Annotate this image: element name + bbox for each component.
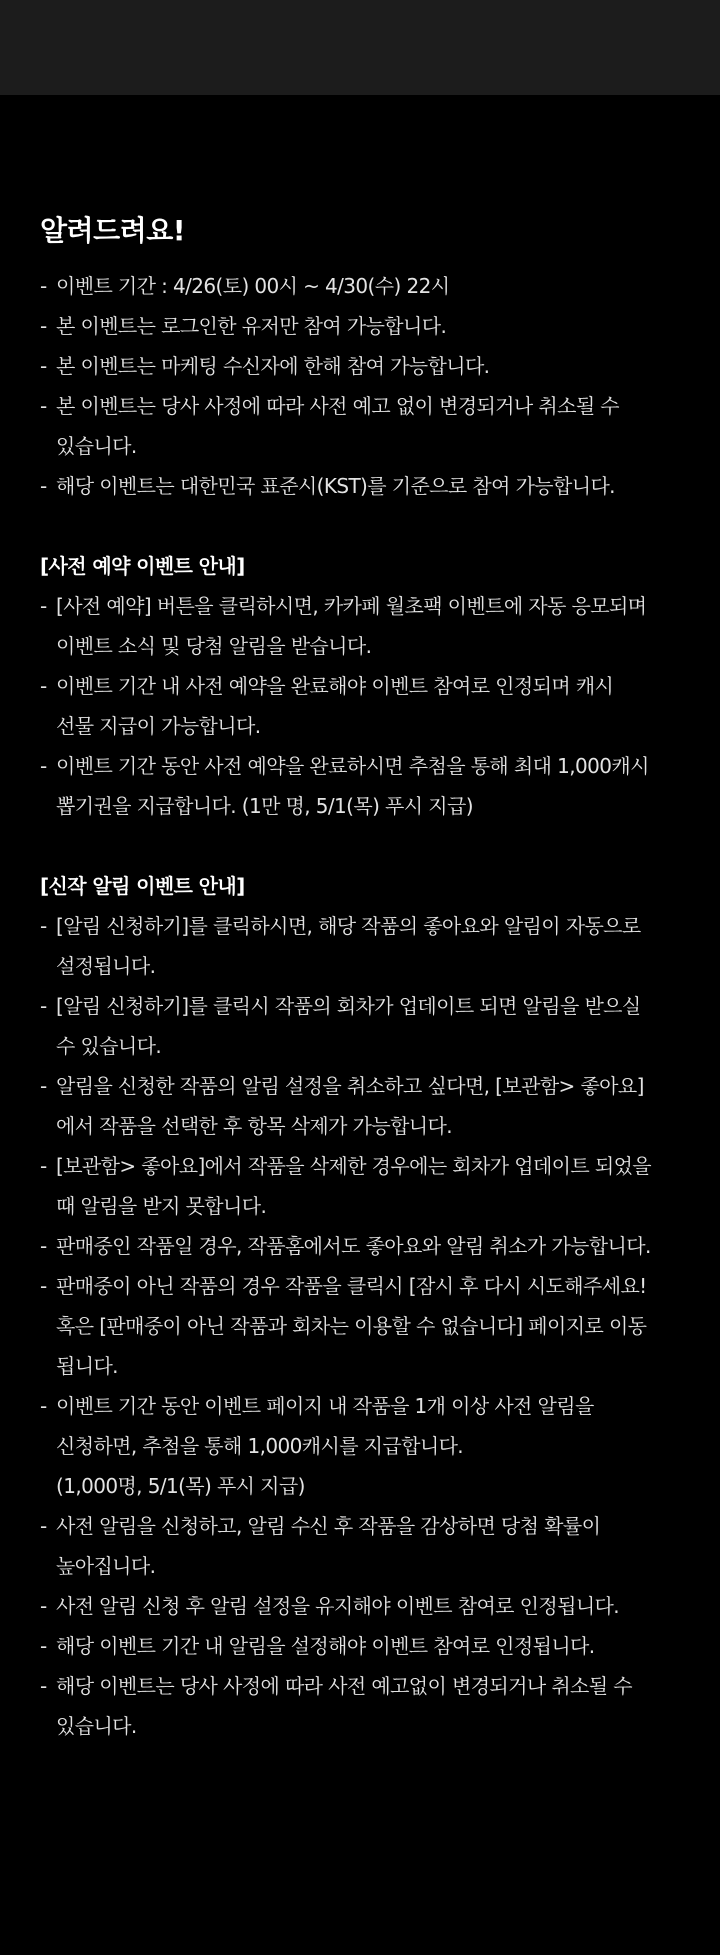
new-alert-section [40,866,700,1746]
list-item: - 해당 이벤트는 당사 사정에 따라 사전 예고없이 변경되거나 취소될 수 있습니다. [40,1674,632,1738]
list-item: - 본 이벤트는 당사 사정에 따라 사전 예고 없이 변경되거나 취소될 수 있습니다. [40,394,620,458]
list-item: - 본 이벤트는 마케팅 수신자에 한해 참여 가능합니다. [40,354,490,378]
list-item: - [보관함> 좋아요]에서 작품을 삭제한 경우에는 회차가 업데이트 되었을 때 알림을 받지 못합니다. [40,1154,652,1218]
preorder-section [40,546,700,826]
new-alert-heading: [신작 알림 이벤트 안내] [40,874,245,898]
list-item: - 판매중이 아닌 작품의 경우 작품을 클릭시 [잠시 후 다시 시도해주세요! 혹은 [판매중이 아닌 작품과 회차는 이용할 수 없습니다] 페이지로 이동 됩니다. [40,1274,647,1378]
list-item: - 이벤트 기간 동안 이벤트 페이지 내 작품을 1개 이상 사전 알림을 신청하면, 추첨을 통해 1,000캐시를 지급합니다. (1,000명, 5/1(목) 푸시 지급) [40,1394,594,1498]
notice-section [40,206,700,1746]
preorder-list [40,586,700,826]
list-item: - 해당 이벤트 기간 내 알림을 설정해야 이벤트 참여로 인정됩니다. [40,1634,595,1658]
list-item: - 해당 이벤트는 대한민국 표준시(KST)를 기준으로 참여 가능합니다. [40,474,615,498]
list-item: - 이벤트 기간 동안 사전 예약을 완료하시면 추첨을 통해 최대 1,000캐시 뽑기권을 지급합니다. (1만 명, 5/1(목) 푸시 지급) [40,754,649,818]
new-alert-list [40,906,700,1746]
top-bar [0,0,720,95]
list-item: - 본 이벤트는 로그인한 유저만 참여 가능합니다. [40,314,447,338]
list-item: - [알림 신청하기]를 클릭하시면, 해당 작품의 좋아요와 알림이 자동으로 설정됩니다. [40,914,641,978]
notice-title: 알려드려요! [40,214,186,247]
general-notice-list [40,266,700,506]
list-item: - 판매중인 작품일 경우, 작품홈에서도 좋아요와 알림 취소가 가능합니다. [40,1234,651,1258]
list-item: - 알림을 신청한 작품의 알림 설정을 취소하고 싶다면, [보관함> 좋아요] 에서 작품을 선택한 후 항목 삭제가 가능합니다. [40,1074,644,1138]
list-item: - 사전 알림 신청 후 알림 설정을 유지해야 이벤트 참여로 인정됩니다. [40,1594,620,1618]
list-item: - 사전 알림을 신청하고, 알림 수신 후 작품을 감상하면 당첨 확률이 높아집니다. [40,1514,601,1578]
preorder-heading: [사전 예약 이벤트 안내] [40,554,245,578]
list-item: - 이벤트 기간 : 4/26(토) 00시 ~ 4/30(수) 22시 [40,274,450,298]
list-item: - [알림 신청하기]를 클릭시 작품의 회차가 업데이트 되면 알림을 받으실 수 있습니다. [40,994,641,1058]
list-item: - 이벤트 기간 내 사전 예약을 완료해야 이벤트 참여로 인정되며 캐시 선물 지급이 가능합니다. [40,674,614,738]
list-item: - [사전 예약] 버튼을 클릭하시면, 카카페 월초팩 이벤트에 자동 응모되며 이벤트 소식 및 당첨 알림을 받습니다. [40,594,647,658]
